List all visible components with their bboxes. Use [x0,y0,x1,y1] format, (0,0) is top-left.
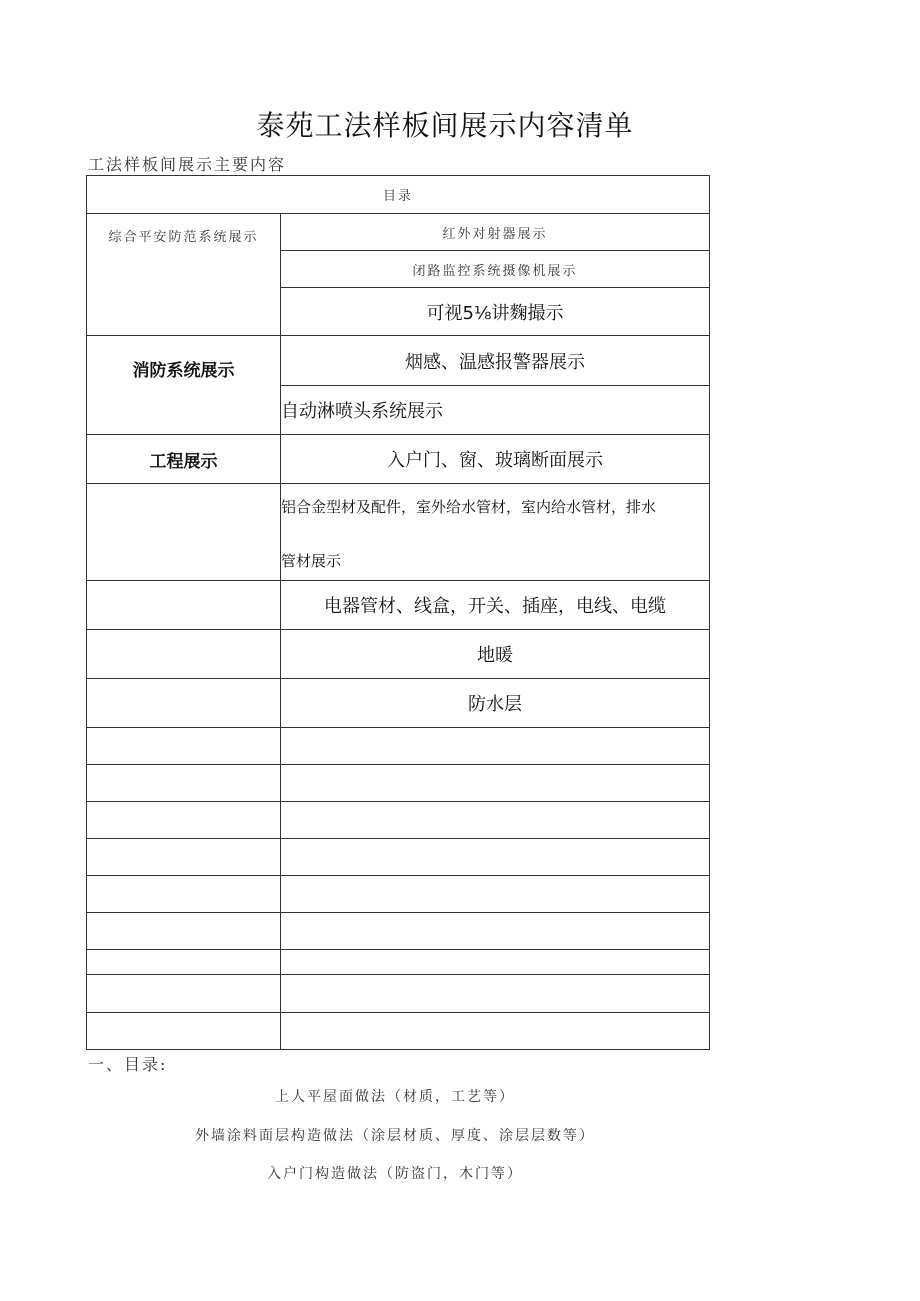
category-engineering: 工程展示 [87,435,281,484]
empty-cell [87,950,281,975]
table-row [87,679,710,728]
table-row [87,336,710,386]
list-item: 入户门、窗、玻璃断面展示 [281,435,710,484]
category-fire: 消防系统展示 [87,336,281,435]
empty-cell [87,1013,281,1050]
table-row [87,1013,710,1050]
empty-cell [281,1013,710,1050]
empty-cell [281,765,710,802]
toc-heading: 一、目录: [88,1055,168,1074]
empty-cell [87,802,281,839]
table-row [87,839,710,876]
empty-cell [87,581,281,630]
category-security: 综合平安防范系统展示 [87,214,281,336]
list-item: 地暖 [281,630,710,679]
empty-cell [281,728,710,765]
list-item: 自动淋喷头系统展示 [281,386,710,435]
table-row [87,876,710,913]
list-item: 烟感、温感报警器展示 [281,336,710,386]
table-row [87,765,710,802]
list-item: 红外对射器展示 [281,214,710,251]
table-row [87,214,710,251]
table-row [87,435,710,484]
table-row [87,950,710,975]
list-item-line: 铝合金型材及配件，室外给水管材，室内给水管材，排水 [281,498,657,516]
page-subtitle: 工法样板间展示主要内容 [88,155,287,174]
page-title: 泰苑工法样板间展示内容清单 [256,109,634,142]
empty-cell [87,839,281,876]
content-table [86,175,710,1050]
table-row [87,630,710,679]
table-row [87,913,710,950]
empty-cell [87,876,281,913]
list-item: 防水层 [281,679,710,728]
empty-cell [87,975,281,1013]
table-row [87,728,710,765]
list-item: 可视5⅛讲麴撮示 [281,288,710,336]
toc-item: 入户门构造做法（防盗门，木门等） [267,1166,523,1182]
list-item-line: 管材展示 [281,552,342,570]
list-item: 闭路监控系统摄像机展示 [281,251,710,288]
toc-item: 上人平屋面做法（材质，工艺等） [275,1089,515,1105]
empty-cell [87,913,281,950]
table-row [87,176,710,214]
empty-cell [87,484,281,581]
table-row [87,581,710,630]
list-item [281,484,710,581]
empty-cell [281,876,710,913]
empty-cell [87,679,281,728]
empty-cell [281,950,710,975]
empty-cell [281,802,710,839]
list-item: 电器管材、线盒，开关、插座，电线、电缆 [281,581,710,630]
empty-cell [87,765,281,802]
empty-cell [281,975,710,1013]
empty-cell [281,913,710,950]
table-row [87,975,710,1013]
empty-cell [281,839,710,876]
empty-cell [87,630,281,679]
toc-item: 外墙涂料面层构造做法（涂层材质、厚度、涂层层数等） [195,1128,595,1144]
table-header: 目录 [87,176,710,214]
table-row [87,802,710,839]
table-row [87,484,710,581]
empty-cell [87,728,281,765]
